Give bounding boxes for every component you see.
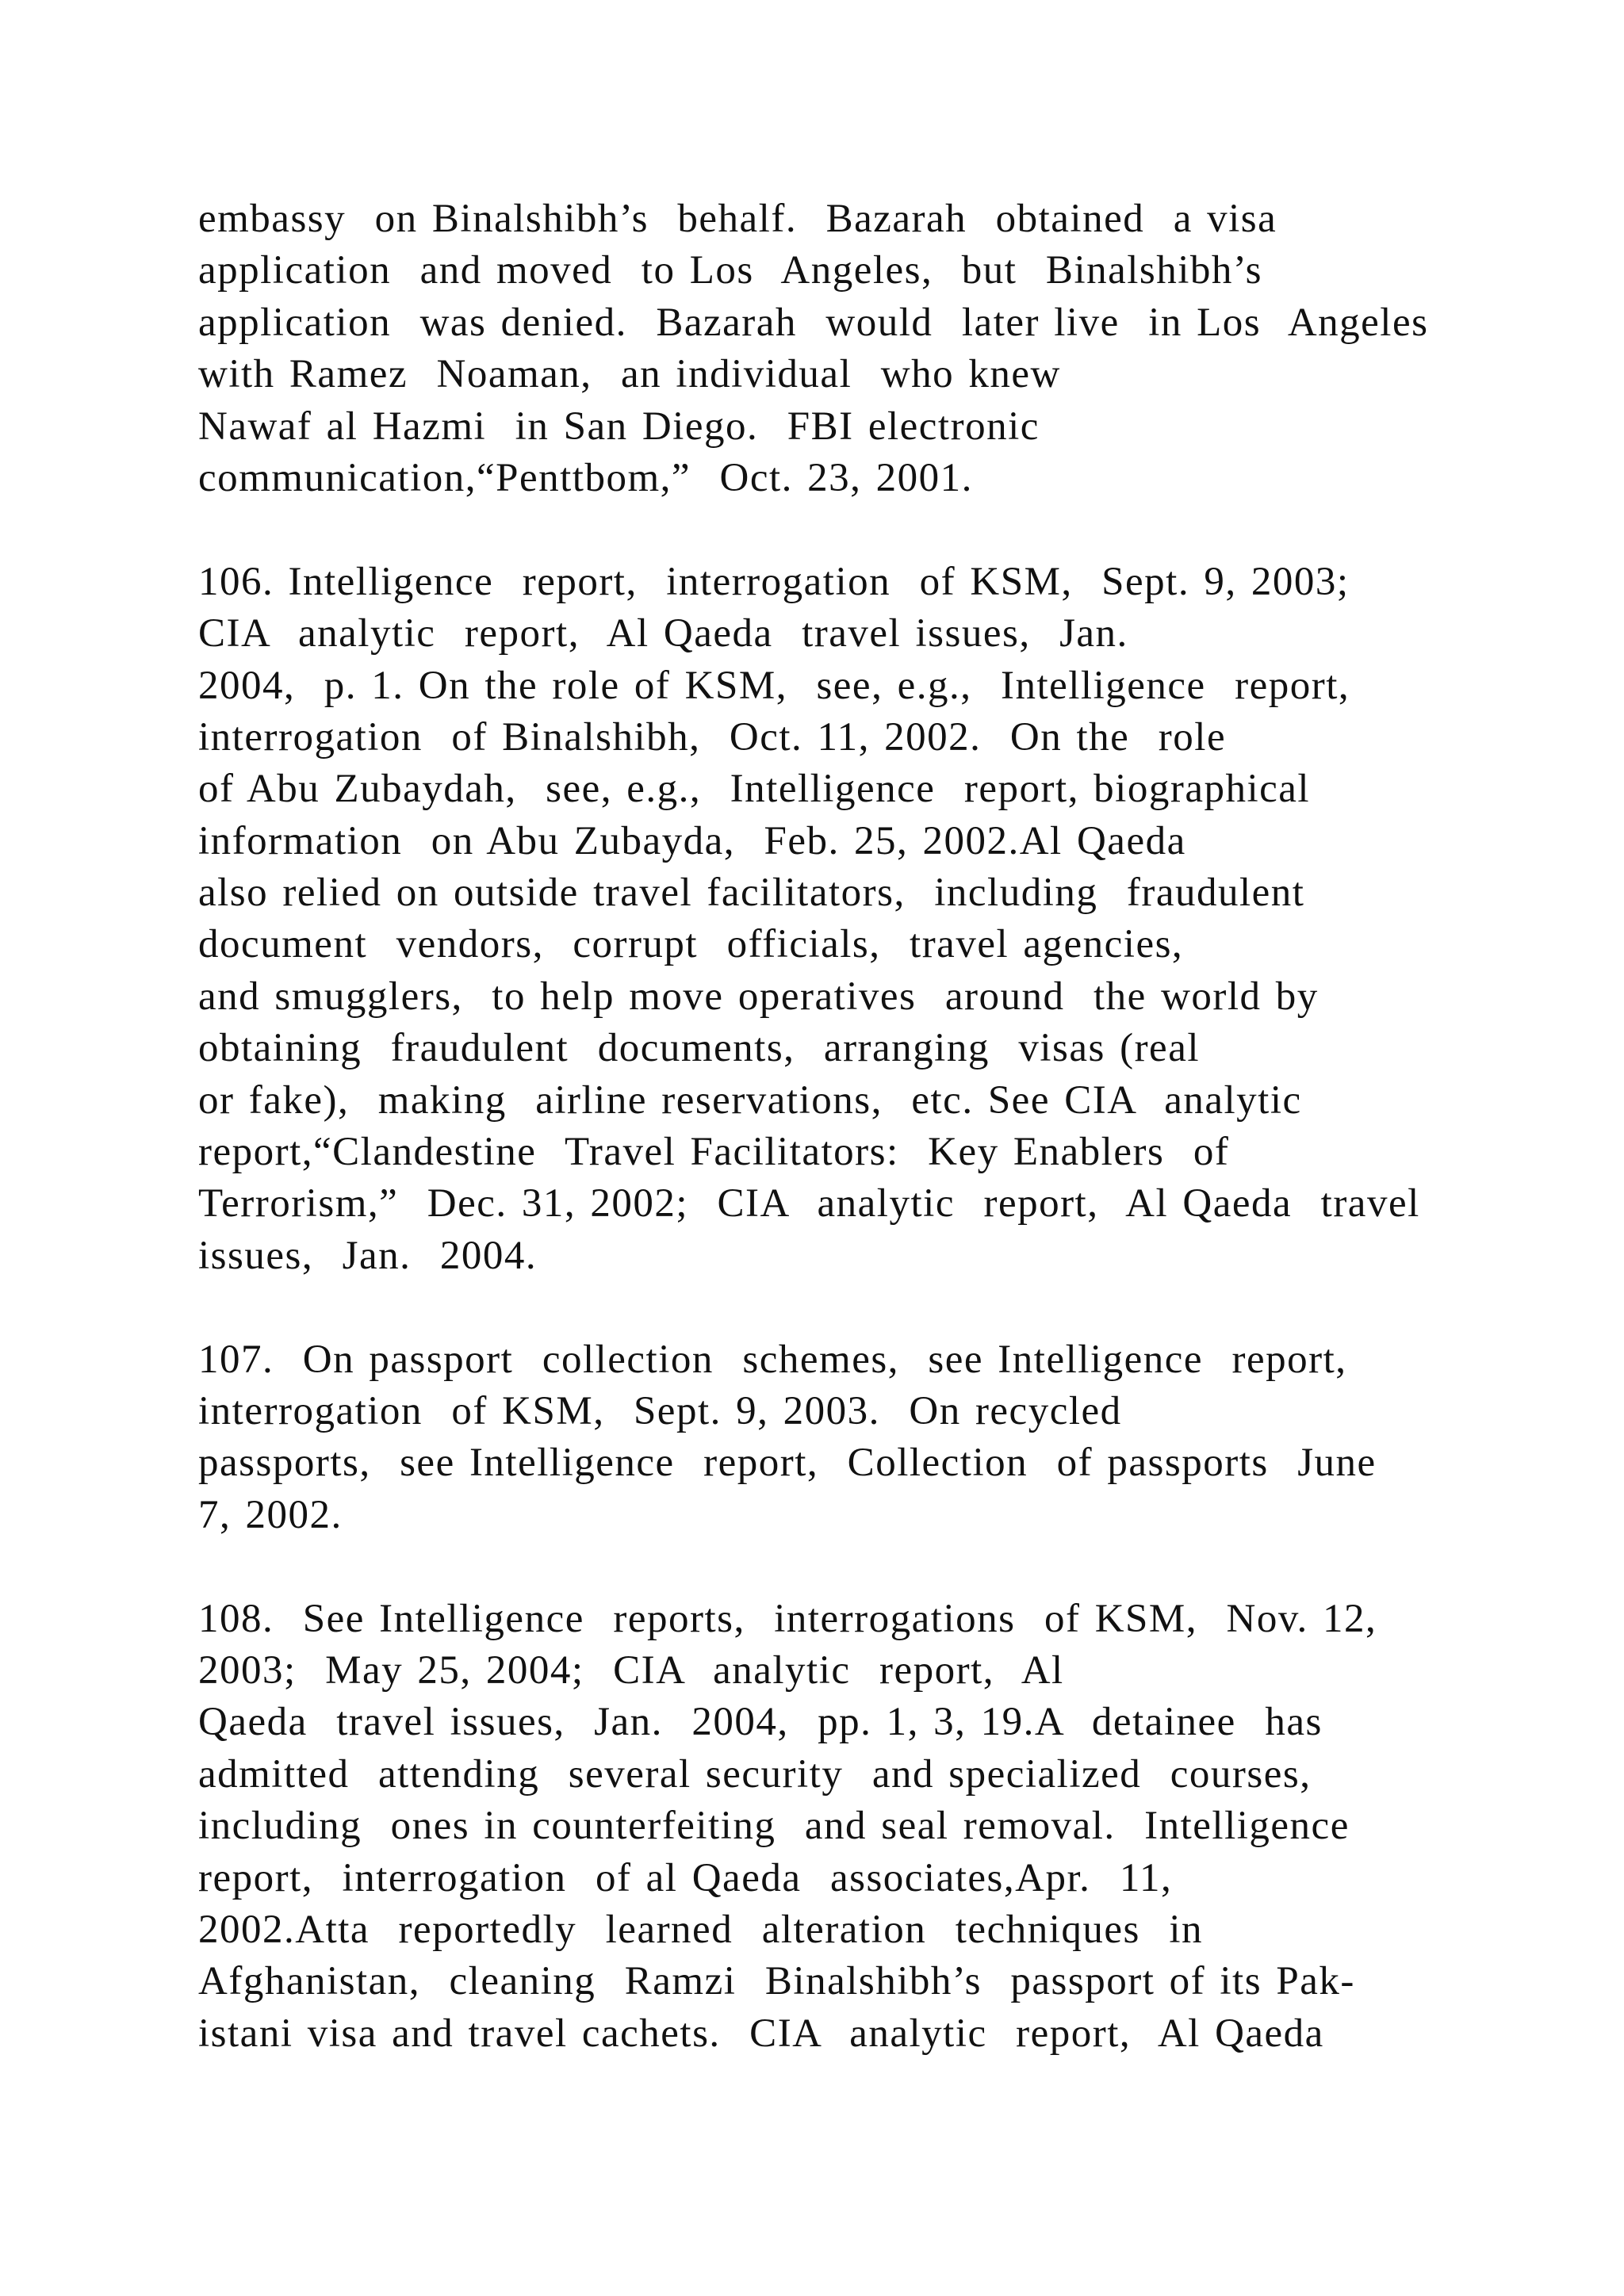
paragraph-gap xyxy=(198,1541,1483,1593)
paragraph-gap xyxy=(198,504,1483,556)
text-line: passports, see Intelligence report, Collection of passports June xyxy=(198,1441,1377,1486)
text-line: issues, Jan. 2004. xyxy=(198,1233,538,1278)
text-line: Qaeda travel issues, Jan. 2004, pp. 1, 3, 19.A detainee has xyxy=(198,1700,1323,1745)
text-line: interrogation of KSM, Sept. 9, 2003. On recycled xyxy=(198,1388,1122,1433)
text-line: report, interrogation of al Qaeda associates,Apr. 11, xyxy=(198,1855,1173,1900)
text-line: of Abu Zubaydah, see, e.g., Intelligence report, biographical xyxy=(198,767,1311,812)
paragraph-gap xyxy=(198,1282,1483,1334)
text-line: 107. On passport collection schemes, see Intelligence report, xyxy=(198,1337,1347,1382)
text-line: communication,“Penttbom,” Oct. 23, 2001. xyxy=(198,455,973,500)
paragraph xyxy=(198,1594,1483,2061)
text-line: 7, 2002. xyxy=(198,1492,343,1537)
text-line: including ones in counterfeiting and seal removal. Intelligence xyxy=(198,1804,1350,1849)
text-line: admitted attending several security and specialized courses, xyxy=(198,1751,1312,1797)
paragraph xyxy=(198,1334,1483,1542)
text-line: obtaining fraudulent documents, arranging visas (real xyxy=(198,1026,1200,1071)
text-line: also relied on outside travel facilitators, including fraudulent xyxy=(198,871,1305,916)
text-line: report,“Clandestine Travel Facilitators: Key Enablers of xyxy=(198,1130,1230,1175)
text-line: 106. Intelligence report, interrogation of KSM, Sept. 9, 2003; xyxy=(198,559,1350,604)
text-line: Afghanistan, cleaning Ramzi Binalshibh’s passport of its Pak- xyxy=(198,1959,1355,2004)
text-line: embassy on Binalshibh’s behalf. Bazarah obtained a visa xyxy=(198,197,1277,241)
text-line: 2002.Atta reportedly learned alteration techniques in xyxy=(198,1907,1204,1952)
text-line: Terrorism,” Dec. 31, 2002; CIA analytic report, Al Qaeda travel xyxy=(198,1181,1420,1226)
text-line: with Ramez Noaman, an individual who knew xyxy=(198,352,1061,397)
text-line: information on Abu Zubayda, Feb. 25, 2002.Al Qaeda xyxy=(198,818,1186,863)
text-line: application and moved to Los Angeles, but Binalshibh’s xyxy=(198,248,1262,293)
text-line: Nawaf al Hazmi in San Diego. FBI electronic xyxy=(198,404,1040,449)
text-line: application was denied. Bazarah would later live in Los Angeles xyxy=(198,300,1429,345)
text-line: CIA analytic report, Al Qaeda travel issues, Jan. xyxy=(198,611,1128,656)
paragraph xyxy=(198,193,1483,504)
text-line: and smugglers, to help move operatives around the world by xyxy=(198,974,1319,1019)
text-line: 2004, p. 1. On the role of KSM, see, e.g., Intelligence report, xyxy=(198,663,1350,708)
text-line: 108. See Intelligence reports, interrogations of KSM, Nov. 12, xyxy=(198,1596,1377,1641)
text-line: interrogation of Binalshibh, Oct. 11, 2002. On the role xyxy=(198,714,1227,760)
text-line: or fake), making airline reservations, etc. See CIA analytic xyxy=(198,1077,1302,1123)
text-line: document vendors, corrupt officials, travel agencies, xyxy=(198,922,1184,967)
text-line: 2003; May 25, 2004; CIA analytic report, Al xyxy=(198,1647,1064,1693)
paragraph xyxy=(198,557,1483,1282)
text-line: istani visa and travel cachets. CIA analytic report, Al Qaeda xyxy=(198,2011,1324,2056)
document-body xyxy=(198,193,1483,2060)
